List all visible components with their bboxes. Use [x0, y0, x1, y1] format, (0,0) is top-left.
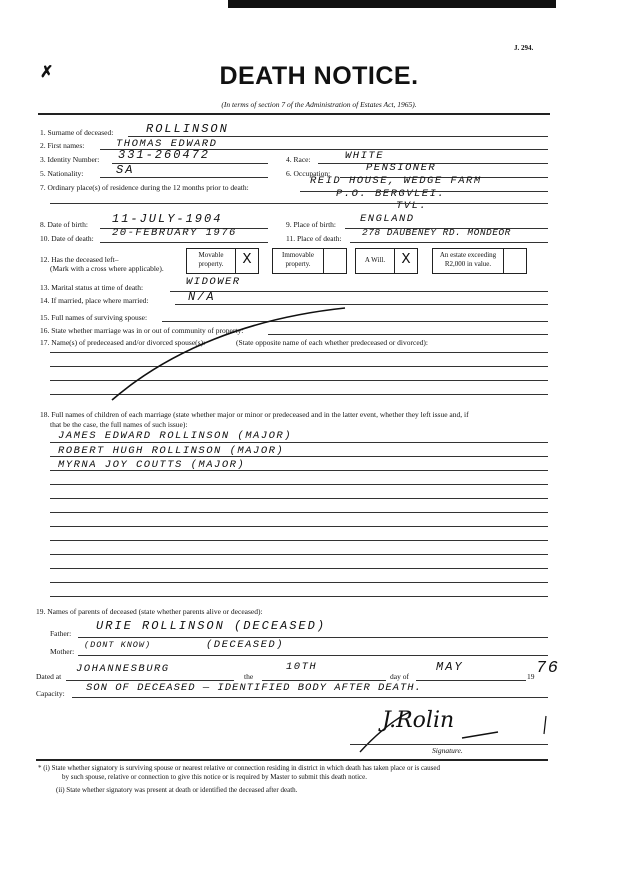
- footnote-i-cont: by such spouse, relative or connection to give this notice or is required by Master to submit this death notice.: [62, 773, 368, 781]
- dated-place: JOHANNESBURG: [76, 663, 170, 675]
- mother-value-deceased: (DECEASED): [206, 639, 285, 651]
- predeceased-note: (State opposite name of each whether predeceased or divorced):: [236, 338, 428, 347]
- left-label-2: (Mark with a cross where applicable).: [50, 264, 164, 273]
- first-names-label: 2. First names:: [40, 141, 85, 150]
- occupation-value: PENSIONER: [366, 162, 437, 174]
- pob-value: ENGLAND: [360, 213, 415, 225]
- signature-label: Signature.: [432, 746, 463, 755]
- dod-label: 10. Date of death:: [40, 234, 94, 243]
- checkbox-movable[interactable]: X: [235, 248, 259, 274]
- year-prefix: 19: [527, 672, 535, 681]
- checkbox-label-immovable: Immovable property.: [272, 248, 324, 274]
- dated-label: Dated at: [36, 672, 62, 681]
- dated-month: MAY: [436, 660, 464, 674]
- child-entry: ROBERT HUGH ROLLINSON (MAJOR): [58, 445, 285, 457]
- race-label: 4. Race:: [286, 155, 311, 164]
- married-place-label: 14. If married, place where married:: [40, 296, 149, 305]
- child-entry: JAMES EDWARD ROLLINSON (MAJOR): [58, 430, 293, 442]
- margin-mark: ✗: [40, 64, 54, 81]
- nationality-value: SA: [116, 163, 135, 177]
- capacity-value: SON OF DECEASED — IDENTIFIED BODY AFTER DEATH.: [86, 682, 422, 694]
- dated-day: 10TH: [286, 661, 318, 673]
- children-label-1: 18. Full names of children of each marriage (state whether major or minor or predeceased and in the latter event, whether they left issue and, if: [40, 410, 469, 419]
- first-names-value: THOMAS EDWARD: [116, 138, 218, 150]
- checkbox-label-movable: Movable property.: [186, 248, 236, 274]
- surname-label: 1. Surname of deceased:: [40, 128, 114, 137]
- dob-label: 8. Date of birth:: [40, 220, 88, 229]
- pod-label: 11. Place of death:: [286, 234, 342, 243]
- community-label: 16. State whether marriage was in or out of community of property:: [40, 326, 244, 335]
- id-label: 3. Identity Number:: [40, 155, 100, 164]
- father-label: Father:: [50, 629, 72, 638]
- checkbox-label-will: A Will.: [355, 248, 395, 274]
- mother-value-unknown: (DONT KNOW): [84, 640, 152, 650]
- footer-rule: [36, 759, 548, 761]
- marital-label: 13. Marital status at time of death:: [40, 283, 144, 292]
- mother-label: Mother:: [50, 647, 75, 656]
- form-code: J. 294.: [514, 44, 534, 52]
- the-label: the: [244, 672, 254, 681]
- signature-scribble: J.Rolin: [382, 708, 455, 733]
- footnote-i: * (i) State whether signatory is surviving spouse or nearest relative or connection residing in district in which death has taken place or is caused: [38, 764, 440, 772]
- checkbox-will[interactable]: X: [394, 248, 418, 274]
- surname-value: ROLLINSON: [146, 122, 229, 136]
- married-place-value: N/A: [188, 290, 216, 304]
- footnote-ii: (ii) State whether signatory was present at death or identified the deceased after death.: [56, 786, 298, 794]
- children-label-2: that be the case, the full names of such issue):: [50, 420, 188, 429]
- left-label-1: 12. Has the deceased left–: [40, 255, 119, 264]
- id-value: 331-260472: [118, 148, 211, 162]
- occupation-label: 6. Occupation:: [286, 169, 331, 178]
- dob-value: 11-JULY-1904: [112, 212, 223, 226]
- day-of-label: day of: [390, 672, 409, 681]
- residence-line2: P.O. BERGVLEI.: [336, 188, 446, 200]
- residence-line3: TVL.: [396, 200, 428, 212]
- dod-value: 20-FEBRUARY 1976: [112, 227, 237, 239]
- pob-label: 9. Place of birth:: [286, 220, 336, 229]
- capacity-label: Capacity:: [36, 689, 65, 698]
- race-value: WHITE: [345, 150, 385, 162]
- predeceased-label: 17. Name(s) of predeceased and/or divorced spouse(s):: [40, 338, 206, 347]
- page-subtitle: (In terms of section 7 of the Administration of Estates Act, 1965).: [221, 100, 417, 109]
- signature-line: [350, 744, 548, 745]
- checkbox-label-estate: An estate exceeding R2,000 in value.: [432, 248, 504, 274]
- parents-label: 19. Names of parents of deceased (state whether parents alive or deceased):: [36, 607, 263, 616]
- residence-line1: REID HOUSE, WEDGE FARM: [310, 175, 482, 187]
- nationality-label: 5. Nationality:: [40, 169, 84, 178]
- year-suffix: 76: [536, 659, 560, 678]
- father-value: URIE ROLLINSON (DECEASED): [96, 619, 327, 633]
- spouse-label: 15. Full names of surviving spouse:: [40, 313, 148, 322]
- residence-label: 7. Ordinary place(s) of residence during the 12 months prior to death:: [40, 183, 249, 192]
- marital-value: WIDOWER: [186, 276, 241, 288]
- page-title: DEATH NOTICE.: [219, 62, 419, 90]
- child-entry: MYRNA JOY COUTTS (MAJOR): [58, 459, 246, 471]
- pod-value: 278 DAUBENEY RD. MONDEOR: [362, 227, 511, 238]
